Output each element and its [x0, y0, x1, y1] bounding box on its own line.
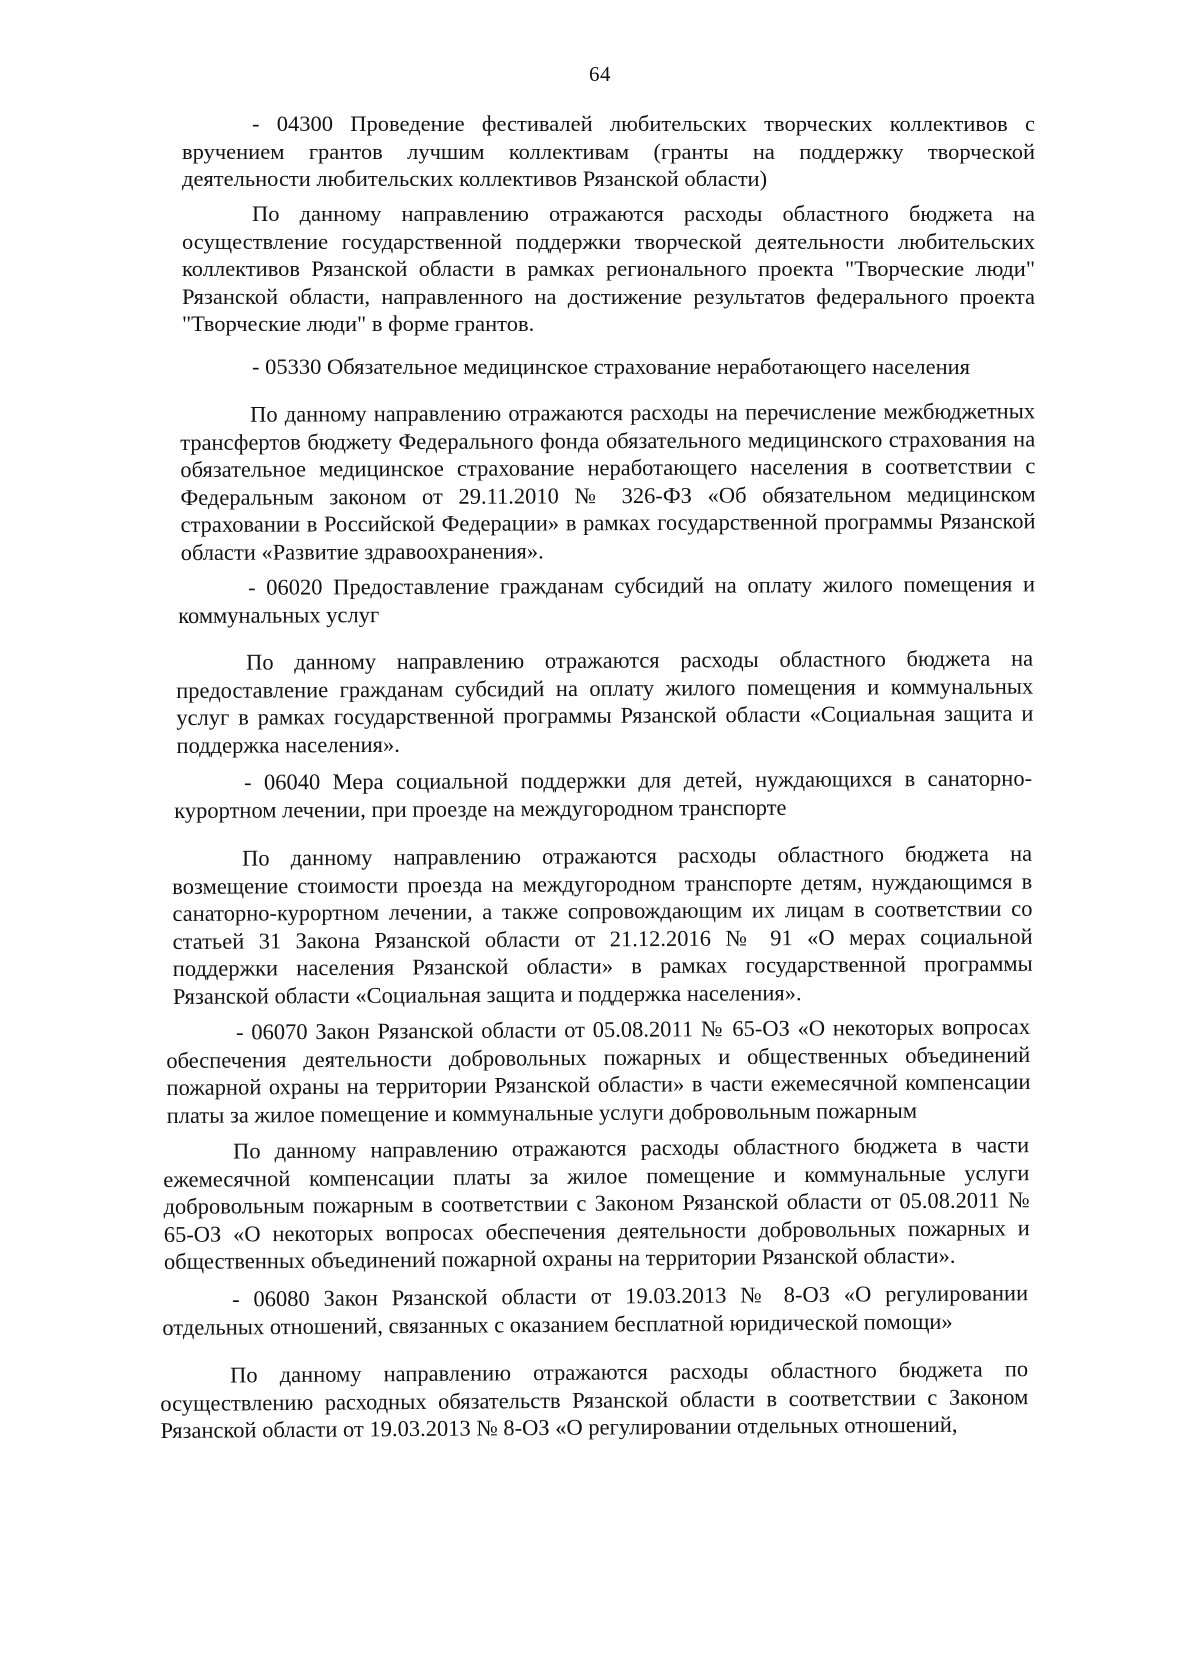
item-description-04300: По данному направлению отражаются расходы областного бюджета на осуществление государственной поддержки творческой деятельности любительских коллективов Рязанской области в рамках регионального проекта "Творческие люди" Рязанской области, направленного на достижение результатов федерального проекта "Творческие люди" в форме грантов.: [182, 201, 1035, 336]
item-description-06080: По данному направлению отражаются расходы областного бюджета по осуществлению расходных обязательств Рязанской области в соответствии с Законом Рязанской области от 19.03.2013 № 8-ОЗ «О регулировании отдельных отношений,: [160, 1356, 1029, 1443]
item-heading-05330: - 05330 Обязательное медицинское страхование неработающего населения: [252, 354, 971, 379]
item-heading-06070: - 06070 Закон Рязанской области от 05.08.2011 № 65-ОЗ «О некоторых вопросах обеспечения деятельности добровольных пожарных и общественных объединений пожарной охраны на территории Рязанской области» в части ежемесячной компенсации платы за жилое помещение и коммунальные услуги добровольным пожарным: [166, 1013, 1031, 1128]
item-heading-06020: - 06020 Предоставление гражданам субсидий на оплату жилого помещения и коммунальных услуг: [178, 571, 1036, 628]
item-description-05330: По данному направлению отражаются расходы на перечисление межбюджетных трансфертов бюджету Федерального фонда обязательного медицинского страхования на обязательное медицинское страхование неработающего населения в соответствии с Федеральным законом от 29.11.2010 № 326-ФЗ «Об обязательном медицинском страховании в Российской Федерации» в рамках государственной программы Рязанской области «Развитие здравоохранения».: [180, 398, 1036, 565]
item-heading-06040: - 06040 Мера социальной поддержки для детей, нуждающихся в санаторно-курортном лечении, при проезде на междугородном транспорте: [174, 765, 1033, 823]
item-description-06070: По данному направлению отражаются расходы областного бюджета в части ежемесячной компенсации платы за жилое помещение и коммунальные услуги добровольным пожарным в соответствии с Законом Рязанской области от 05.08.2011 № 65-ОЗ «О некоторых вопросах обеспечения деятельности добровольных пожарных и общественных объединений пожарной охраны на территории Рязанской области».: [163, 1132, 1030, 1274]
item-description-06040: По данному направлению отражаются расходы областного бюджета на возмещение стоимости проезда на междугородном транспорте детям, нуждающимся в санаторно-курортном лечении, а также сопровождающим их лицам в соответствии со статьей 31 Закона Рязанской области от 21.12.2016 № 91 «О мерах социальной поддержки населения Рязанской области» в рамках государственной программы Рязанской области «Социальная защита и поддержка населения».: [172, 840, 1033, 1009]
page-number: 64: [589, 62, 611, 86]
item-heading-06080: - 06080 Закон Рязанской области от 19.03.2013 № 8-ОЗ «О регулировании отдельных отношений, связанных с оказанием бесплатной юридической помощи»: [162, 1280, 1029, 1340]
item-description-06020: По данному направлению отражаются расходы областного бюджета на предоставление гражданам субсидий на оплату жилого помещения и коммунальных услуг в рамках государственной программы Рязанской области «Социальная защита и поддержка населения».: [176, 645, 1034, 758]
item-heading-04300: - 04300 Проведение фестивалей любительских творческих коллективов с вручением грантов лучшим коллективам (гранты на поддержку творческой деятельности любительских коллективов Рязанской области): [182, 111, 1035, 191]
